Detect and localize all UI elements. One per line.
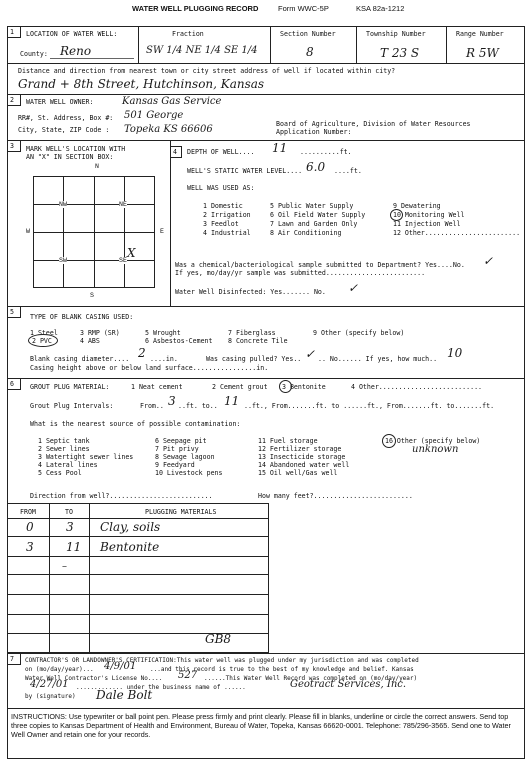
divider [170,140,171,306]
grid-line [94,176,95,288]
distance-label: Distance and direction from nearest town or city street address of well if located within city? [18,67,396,75]
section-number: 3 [10,142,14,150]
certification-line-1: CONTRACTOR'S OR LANDOWNER'S CERTIFICATION:This water well was plugged under my jurisdiction and was completed [25,657,419,664]
certification-line-4a: ............. under the business name of ...... [76,684,246,691]
casing-option[interactable]: 9 Other (specify below) [313,329,405,337]
contam-option[interactable]: 4 Lateral lines [38,461,98,469]
instructions: INSTRUCTIONS: Use typewriter or ball point pen. Please press firmly and print clearly. Please fill in blanks, underline or circle the correct answers. Send top three copies to Kansas Department of Health and Environment, Bureau of Water, Topeka, Kansas 66620-0001. Telephone: 785/296-3565. Send one to Water Well Owner and retain one for your records. [11,712,511,739]
static-level-label: WELL'S STATIC WATER LEVEL.... [187,167,303,175]
distance-field[interactable]: Grand + 8th Street, Hutchinson, Kansas [18,77,265,91]
table-row-line [7,556,269,557]
depth-label: DEPTH OF WELL.... [187,148,255,156]
table-cell-to[interactable]: 11 [66,540,82,554]
casing-option-selected[interactable]: 2 PVC [32,337,52,345]
signature-field[interactable]: Dale Bolt [96,688,153,702]
section-number: 2 [10,96,14,104]
casing-option[interactable]: 7 Fiberglass [228,329,276,337]
use-option[interactable]: 4 Industrial [203,229,251,237]
divider [446,26,447,63]
owner-field[interactable]: Kansas Gas Service [122,96,222,107]
table-col-line [49,503,50,653]
table-header-materials: PLUGGING MATERIALS [145,508,217,516]
city-field[interactable]: Topeka KS 66606 [124,124,213,135]
table-row-line [7,518,269,519]
sample-date-label: If yes, mo/day/yr sample was submitted......................... [175,269,426,277]
casing-pulled-yes-check[interactable]: ✓ [305,347,316,361]
fraction-label: Fraction [172,30,204,38]
fraction-field[interactable]: SW 1/4 NE 1/4 SE 1/4 [146,45,258,56]
record-date-field[interactable]: 4/27/01 [30,679,69,690]
how-many-feet-label: How many feet?......................... [258,492,413,500]
section-number: 5 [10,308,14,316]
static-level-unit: ....ft. [334,167,362,175]
intervals-label: Grout Plug Intervals: [30,402,114,410]
casing-diameter-unit: ....in. [150,355,178,363]
use-option[interactable]: 11 Injection Well [393,220,461,228]
section-field[interactable]: 8 [306,45,314,59]
underline [50,58,134,59]
compass-e: E [160,228,164,235]
range-field[interactable]: R 5W [466,46,499,60]
casing-pulled-amount-field[interactable]: 10 [447,346,463,360]
divider [356,26,357,63]
grout-option[interactable]: 4 Other.......................... [351,383,483,391]
quadrant-ne: NE [119,201,127,208]
interval-from-field[interactable]: 3 [168,394,176,408]
mark-location-label-2: AN "X" IN SECTION BOX: [26,153,114,161]
casing-option[interactable]: 1 Steel [30,329,58,337]
table-header-to: TO [65,508,73,516]
divider [7,653,525,654]
contam-option[interactable]: 5 Cess Pool [38,469,82,477]
table-cell-material[interactable]: Clay, soils [100,520,161,534]
contam-option[interactable]: 13 Insecticide storage [258,453,346,461]
certification-line-2a: on (mo/day/year)... [25,666,94,673]
casing-option[interactable]: 3 RMP (SR) [80,329,120,337]
casing-diameter-label: Blank casing diameter.... [30,355,130,363]
use-option-selected[interactable]: 10 Monitoring Well [393,211,465,219]
contam-option[interactable]: 11 Fuel storage [258,437,318,445]
casing-pulled-no: .. No...... If yes, how much.. [318,355,438,363]
table-cell-material[interactable]: Bentonite [100,540,160,554]
mark-location-label: MARK WELL'S LOCATION WITH [26,145,126,153]
form-title: WATER WELL PLUGGING RECORD [132,4,259,13]
ft-to-label: ..ft. to.. [178,402,218,410]
compass-n: N [95,163,99,170]
initials: GB8 [205,632,232,646]
selected-circle [279,380,292,393]
table-cell-to[interactable]: 3 [66,520,74,534]
certification-line-3b: ......This Water Well Record was completed on (mo/day/year) [204,675,418,682]
contam-other-field[interactable]: unknown [412,444,459,455]
contam-option[interactable]: 12 Fertilizer storage [258,445,342,453]
divider [7,140,525,141]
selected-circle [382,434,396,448]
county-field[interactable]: Reno [60,44,92,58]
grid-line [63,176,64,288]
owner-label: WATER WELL OWNER: [26,98,94,106]
divider [7,63,525,64]
county-label: County: [20,50,48,58]
grout-material-label: GROUT PLUG MATERIAL: [30,383,110,391]
section-number: 4 [173,148,177,156]
casing-option[interactable]: 6 Asbestos-Cement [145,337,213,345]
sample-question: Was a chemical/bacteriological sample submitted to Department? Yes....No. [175,261,465,269]
ksa-reference: KSA 82a-1212 [356,4,405,13]
section-number: 7 [10,655,14,663]
divider [7,378,525,379]
grid-line [124,176,125,288]
divider [7,94,525,95]
contam-option-selected[interactable]: 16 Other (specify below) [385,437,481,445]
use-option[interactable]: 3 Feedlot [203,220,239,228]
location-label: LOCATION OF WATER WELL: [26,30,118,38]
casing-type-label: TYPE OF BLANK CASING USED: [30,313,134,321]
contam-option[interactable]: 14 Abandoned water well [258,461,350,469]
grout-option-selected[interactable]: 3 Bentonite [282,383,326,391]
table-row-line [7,614,269,615]
address-field[interactable]: 501 George [124,110,184,121]
use-option[interactable]: 1 Domestic [203,202,243,210]
table-cell-from[interactable]: 3 [26,540,34,554]
quadrant-nw: NW [59,201,67,208]
casing-pulled-label: Was casing pulled? Yes.. [206,355,302,363]
contam-option[interactable]: 7 Pit privy [155,445,199,453]
grout-option[interactable]: 2 Cement grout [212,383,268,391]
business-name-field[interactable]: Geotract Services, Inc. [290,679,407,690]
contam-option[interactable]: 2 Sewer lines [38,445,90,453]
address-label: RR#, St. Address, Box #: [18,114,114,122]
table-dash: – [62,561,67,572]
divider [7,708,525,709]
divider [7,306,525,307]
used-as-label: WELL WAS USED AS: [187,184,255,192]
contam-option[interactable]: 9 Feedyard [155,461,195,469]
use-option[interactable]: 12 Other........................ [393,229,521,237]
interval-rest: ..ft., From.......ft. to ......ft., From.......ft. to.......ft. [244,402,495,410]
table-row-line [7,536,269,537]
contam-option[interactable]: 10 Livestock pens [155,469,223,477]
casing-diameter-field[interactable]: 2 [138,346,146,360]
grout-option[interactable]: 1 Neat cement [131,383,183,391]
contamination-label: What is the nearest source of possible contamination: [30,420,241,428]
contam-option[interactable]: 3 Watertight sewer lines [38,453,134,461]
section-number: 1 [10,28,14,36]
range-label: Range Number [456,30,504,38]
disinfected-no-check[interactable]: ✓ [348,281,359,295]
use-option[interactable]: 9 Dewatering [393,202,441,210]
interval-to-field[interactable]: 11 [224,394,240,408]
casing-option[interactable]: 8 Concrete Tile [228,337,288,345]
certification-line-2b: ...and this record is true to the best of my knowledge and belief. Kansas [150,666,414,673]
casing-height-label: Casing height above or below land surface................in. [30,364,269,372]
casing-option[interactable]: 5 Wrought [145,329,181,337]
divider [138,26,139,63]
direction-label: Direction from well?.......................... [30,492,213,500]
completed-date-field[interactable]: 4/9/01 [104,661,137,672]
well-location-mark: X [127,246,136,260]
license-field[interactable]: 527 [178,670,198,681]
compass-s: S [90,292,94,299]
use-option[interactable]: 2 Irrigation [203,211,251,219]
use-option[interactable]: 6 Oil Field Water Supply [270,211,366,219]
section-number: 6 [10,380,14,388]
from-label: From.. [140,402,164,410]
table-header-from: FROM [20,508,36,516]
static-level-field[interactable]: 6.0 [306,160,326,174]
depth-field[interactable]: 11 [272,141,288,155]
section-label: Section Number [280,30,336,38]
divider [270,26,271,63]
quadrant-sw: SW [59,257,67,264]
contam-option[interactable]: 15 Oil well/Gas well [258,469,338,477]
township-field[interactable]: T 23 S [380,46,420,60]
casing-option[interactable]: 4 ABS [80,337,100,345]
contam-option[interactable]: 6 Seepage pit [155,437,207,445]
selected-circle [28,334,58,347]
contam-option[interactable]: 1 Septic tank [38,437,90,445]
certification-line-3a: Water Well Contractor's License No.... [25,675,163,682]
contam-option[interactable]: 8 Sewage lagoon [155,453,215,461]
township-label: Township Number [366,30,426,38]
table-row-line [7,594,269,595]
form-number: Form WWC-5P [278,4,329,13]
quadrant-se: SE [119,257,127,264]
city-label: City, State, ZIP Code : [18,126,110,134]
depth-unit: ..........ft. [300,148,352,156]
signature-label: by (signature) [25,693,76,700]
use-option[interactable]: 5 Public Water Supply [270,202,354,210]
use-option[interactable]: 7 Lawn and Garden Only [270,220,358,228]
table-col-line [89,503,90,653]
table-row-line [7,574,269,575]
compass-w: W [26,228,30,235]
use-option[interactable]: 8 Air Conditioning [270,229,342,237]
application-number-label: Application Number: [276,128,352,136]
sample-no-check[interactable]: ✓ [483,254,494,268]
table-cell-from[interactable]: 0 [26,520,34,534]
disinfected-label: Water Well Disinfected: Yes....... No. [175,288,326,296]
board-label: Board of Agriculture, Division of Water Resources [276,120,471,128]
